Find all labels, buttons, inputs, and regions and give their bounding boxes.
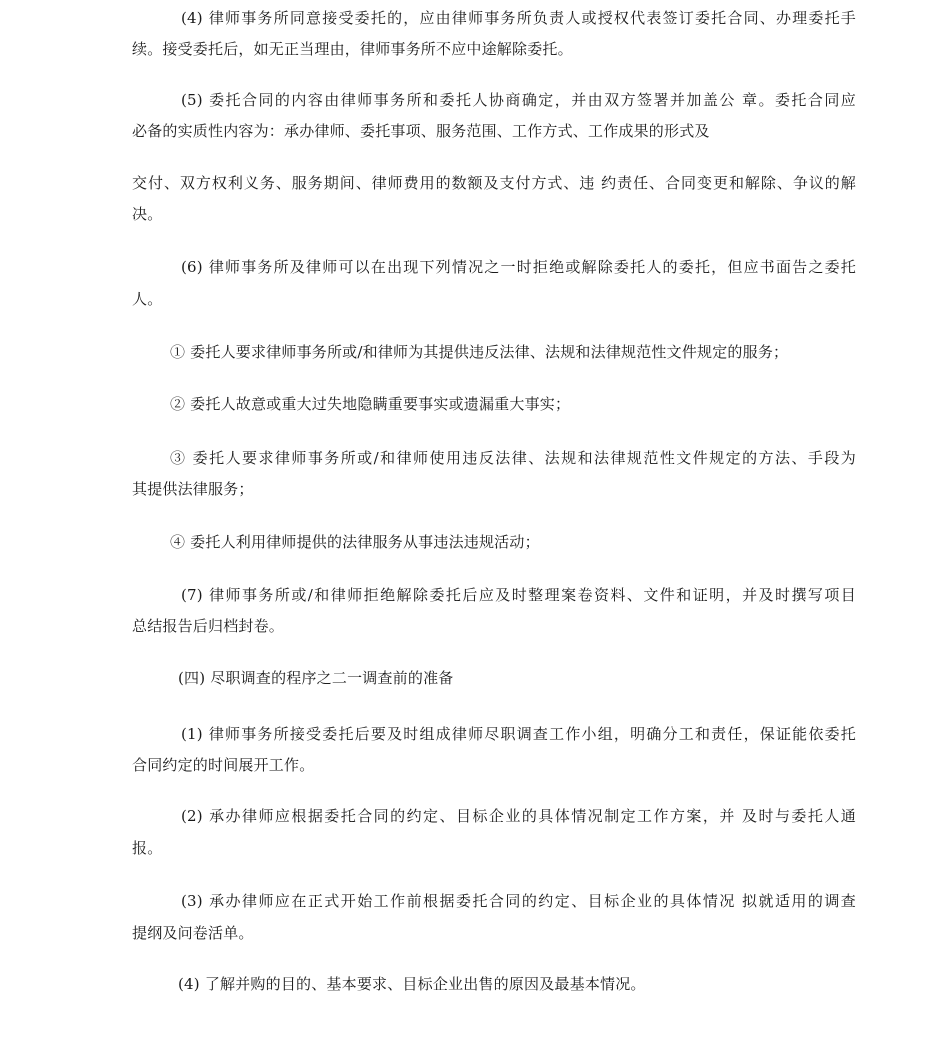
step-2-line-1: (2) 承办律师应根据委托合同的约定、目标企业的具体情况制定工作方案，并 及时与委托人通 [181, 807, 856, 825]
paragraph-6-line-1: (6) 律师事务所及律师可以在出现下列情况之一时拒绝或解除委托人的委托，但应书面告之委托 [181, 258, 856, 276]
list-item-4: ④ 委托人利用律师提供的法律服务从事违法违规活动； [170, 533, 540, 551]
paragraph-5-line-4: 决。 [132, 205, 163, 223]
list-item-2: ② 委托人故意或重大过失地隐瞒重要事实或遗漏重大事实； [170, 395, 571, 413]
list-item-3-line-1: ③ 委托人要求律师事务所或/和律师使用违反法律、法规和法律规范性文件规定的方法、手段为 [170, 449, 856, 467]
step-3-line-2: 提纲及问卷活单。 [132, 924, 254, 942]
step-4: (4) 了解并购的目的、基本要求、目标企业出售的原因及最基本情况。 [178, 975, 646, 993]
paragraph-6-line-2: 人。 [132, 290, 163, 308]
paragraph-5-line-1: (5) 委托合同的内容由律师事务所和委托人协商确定，并由双方签署并加盖公 章。委托合同应 [181, 91, 856, 109]
paragraph-5-line-3: 交付、双方权利义务、服务期间、律师费用的数额及支付方式、违 约责任、合同变更和解除、争议的解 [132, 174, 856, 192]
paragraph-4-line-1: (4) 律师事务所同意接受委托的，应由律师事务所负责人或授权代表签订委托合同、办理委托手 [181, 9, 856, 27]
step-1-line-2: 合同约定的时间展开工作。 [132, 756, 315, 774]
paragraph-7-line-2: 总结报告后归档封卷。 [132, 617, 285, 635]
step-2-line-2: 报。 [132, 839, 163, 857]
step-3-line-1: (3) 承办律师应在正式开始工作前根据委托合同的约定、目标企业的具体情况 拟就适用的调查 [181, 892, 856, 910]
list-item-1: ① 委托人要求律师事务所或/和律师为其提供违反法律、法规和法律规范性文件规定的服务； [170, 343, 789, 361]
paragraph-5-line-2: 必备的实质性内容为：承办律师、委托事项、服务范围、工作方式、工作成果的形式及 [132, 122, 710, 140]
list-item-3-line-2: 其提供法律服务； [132, 480, 254, 498]
section-heading: (四) 尽职调查的程序之二一调查前的准备 [178, 669, 454, 687]
paragraph-7-line-1: (7) 律师事务所或/和律师拒绝解除委托后应及时整理案卷资料、文件和证明，并及时撰写项目 [181, 586, 856, 604]
paragraph-4-line-2: 续。接受委托后，如无正当理由，律师事务所不应中途解除委托。 [132, 40, 573, 58]
step-1-line-1: (1) 律师事务所接受委托后要及时组成律师尽职调查工作小组，明确分工和责任，保证能依委托 [181, 725, 856, 743]
